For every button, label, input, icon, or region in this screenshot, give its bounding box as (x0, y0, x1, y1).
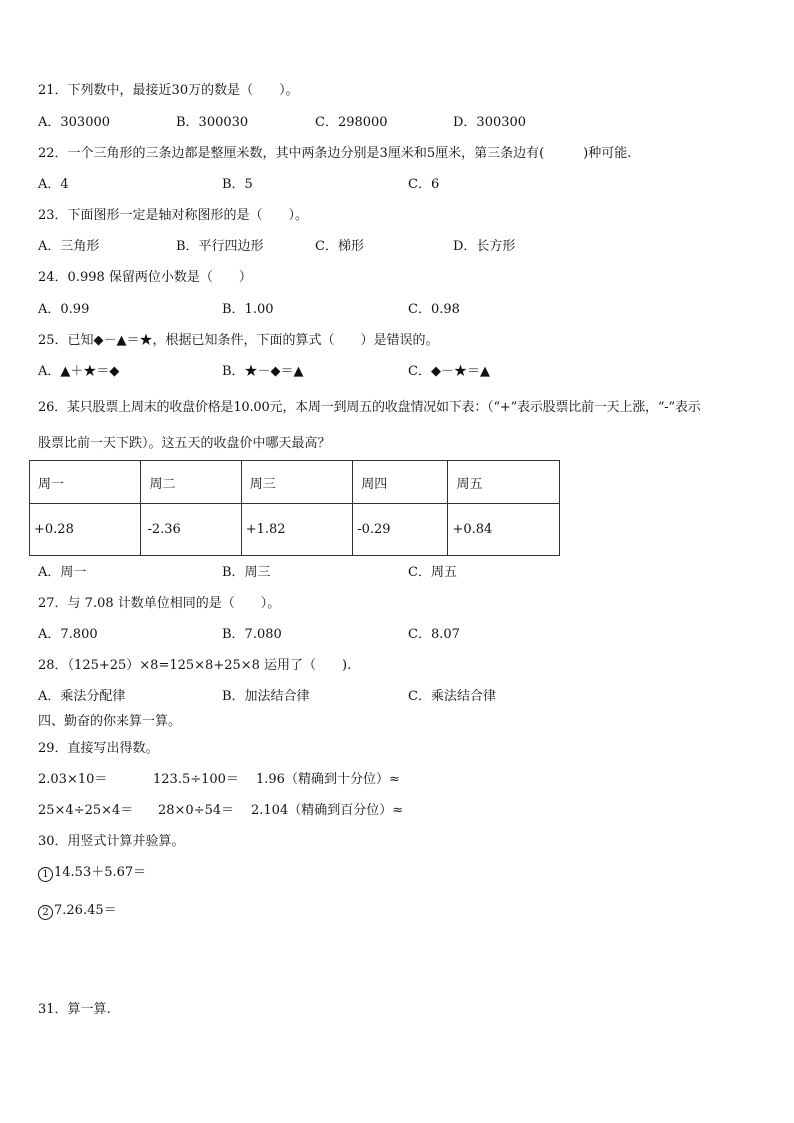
q27-option-c: C．8.07 (408, 627, 460, 642)
question-26-stem-line1: 26．某只股票上周末的收盘价格是10.00元，本周一到周五的收盘情况如下表：（“+”表示股票比前一天上涨，“-”表示 (38, 400, 701, 415)
table-header-cell: 周一 (30, 461, 141, 504)
q29-item: 2.03×10＝ (38, 772, 108, 787)
table-value-cell: +1.82 (241, 504, 352, 556)
q21-option-c: C．298000 (315, 115, 388, 130)
question-31-stem: 31．算一算. (38, 1002, 111, 1017)
question-30-stem: 30．用竖式计算并验算。 (38, 834, 185, 849)
question-29-stem: 29．直接写出得数。 (38, 741, 159, 756)
question-28-stem: 28．（125+25）×8=125×8+25×8 运用了（ ). (38, 658, 352, 673)
q30-item-1 (38, 865, 146, 882)
table-value-cell: +0.84 (448, 504, 560, 556)
q27-option-a: A．7.800 (38, 627, 98, 642)
q24-option-a: A．0.99 (38, 302, 90, 317)
question-21-stem: 21．下列数中，最接近30万的数是（ ）。 (38, 83, 299, 98)
question-27-stem: 27．与 7.08 计数单位相同的是（ ）。 (38, 596, 281, 611)
q27-option-b: B．7.080 (222, 627, 282, 642)
q23-option-d: D．长方形 (453, 239, 516, 254)
q25-option-a: A．▲＋★＝◆ (38, 364, 120, 379)
q21-option-a: A．303000 (38, 115, 111, 130)
q22-option-c: C．6 (408, 177, 440, 192)
section-4-heading: 四、勤奋的你来算一算。 (38, 714, 182, 729)
q25-option-b: B．★－◆＝▲ (222, 364, 304, 379)
q24-option-c: C．0.98 (408, 302, 460, 317)
stock-change-table (29, 460, 560, 556)
table-value-cell: +0.28 (30, 504, 141, 556)
q21-option-b: B．300030 (176, 115, 249, 130)
q30-item-2 (38, 903, 117, 920)
q28-option-b: B．加法结合律 (222, 689, 310, 704)
q28-option-c: C．乘法结合律 (408, 689, 496, 704)
question-23-stem: 23．下面图形一定是轴对称图形的是（ ）。 (38, 208, 309, 223)
q24-option-b: B．1.00 (222, 302, 274, 317)
question-22-stem: 22．一个三角形的三条边都是整厘米数，其中两条边分别是3厘米和5厘米，第三条边有( )种可能. (38, 146, 632, 161)
circled-number-1: 1 (38, 867, 53, 882)
q23-option-a: A．三角形 (38, 239, 100, 254)
question-26-stem-line2: 股票比前一天下跌）。这五天的收盘价中哪天最高？ (38, 436, 331, 451)
q21-option-d: D．300300 (453, 115, 527, 130)
table-header-cell: 周二 (141, 461, 241, 504)
q30-expression-2: 7.26.45＝ (54, 903, 117, 918)
q23-option-b: B．平行四边形 (176, 239, 264, 254)
q29-item: 28×0÷54＝ (158, 803, 235, 818)
q29-item: 25×4÷25×4＝ (38, 803, 134, 818)
question-25-stem: 25．已知◆－▲＝★，根据已知条件，下面的算式（ ）是错误的。 (38, 333, 439, 348)
circled-number-2: 2 (38, 905, 53, 920)
q29-item: 1.96（精确到十分位）≈ (256, 772, 400, 787)
question-24-stem: 24．0.998 保留两位小数是（ ） (38, 270, 252, 285)
table-value-cell: -2.36 (141, 504, 241, 556)
q26-option-b: B．周三 (222, 565, 271, 580)
q23-option-c: C．梯形 (315, 239, 364, 254)
q26-option-a: A．周一 (38, 565, 87, 580)
q22-option-b: B．5 (222, 177, 253, 192)
q29-item: 123.5÷100＝ (153, 772, 239, 787)
q29-item: 2.104（精确到百分位）≈ (251, 803, 404, 818)
q22-option-a: A．4 (38, 177, 69, 192)
q30-expression-1: 14.53＋5.67＝ (54, 865, 147, 880)
q25-option-c: C．◆－★＝▲ (408, 364, 490, 379)
q26-option-c: C．周五 (408, 565, 457, 580)
table-value-cell: -0.29 (353, 504, 448, 556)
q28-option-a: A．乘法分配律 (38, 689, 126, 704)
table-header-cell: 周三 (241, 461, 352, 504)
table-header-cell: 周四 (353, 461, 448, 504)
table-header-cell: 周五 (448, 461, 560, 504)
